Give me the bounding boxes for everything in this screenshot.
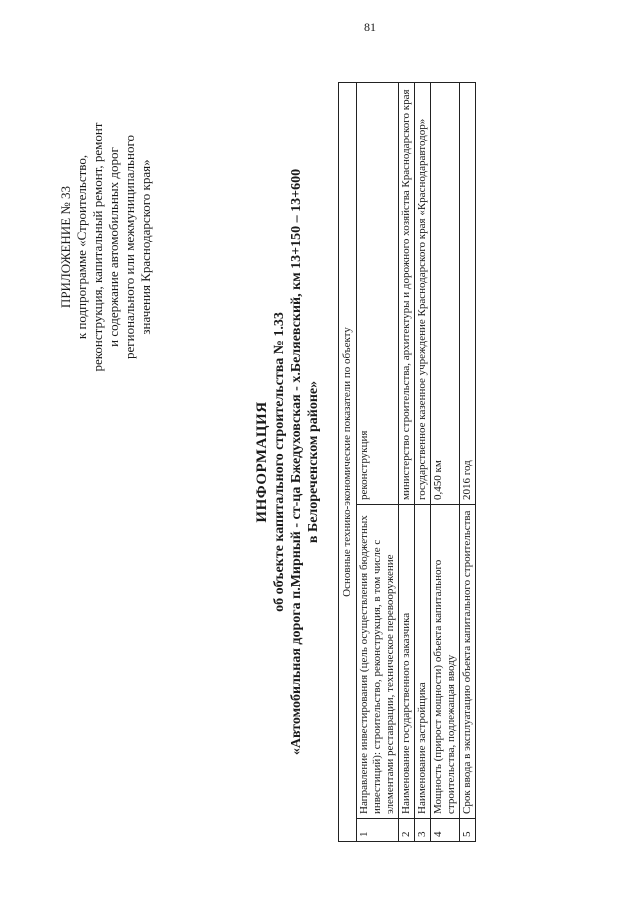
- appendix-block: [58, 82, 154, 412]
- appendix-line: ПРИЛОЖЕНИЕ № 33: [58, 185, 73, 309]
- row-label: Срок ввода в эксплуатацию объекта капитального строительства: [460, 505, 476, 819]
- row-label: Направление инвестирования (цель осуществления бюджетных инвестиций): строительство, реконструкция, в том числе с элементами реставрации, техническое перевооружение: [357, 505, 399, 819]
- title-object-name: «Автомобильная дорога п.Мирный - ст-ца Бжедуховская - х.Беляевский, км 13+150 – 13+600: [289, 168, 304, 756]
- row-value: реконструкция: [357, 83, 399, 505]
- row-label: Наименование застройщика: [415, 505, 431, 819]
- table-row: [415, 83, 431, 842]
- title-object-district: в Белореченском районе»: [306, 380, 321, 544]
- row-number: 5: [460, 819, 476, 842]
- row-value: 2016 год: [460, 83, 476, 505]
- table-row: [399, 83, 415, 842]
- appendix-line: регионального или межмуниципального: [122, 135, 137, 359]
- rotated-document-content: [50, 72, 610, 852]
- title-object-number: об объекте капитального строительства № 1.33: [272, 312, 287, 612]
- appendix-line: значения Краснодарского края»: [138, 159, 153, 335]
- row-number: 4: [431, 819, 460, 842]
- row-number: 3: [415, 819, 431, 842]
- page-number: 81: [364, 20, 376, 34]
- row-value: государственное казенное учреждение Краснодарского края «Краснодаравтодор»: [415, 83, 431, 505]
- appendix-line: реконструкция, капитальный ремонт, ремонт: [90, 122, 105, 372]
- table-row: [460, 83, 476, 842]
- appendix-line: и содержание автомобильных дорог: [106, 147, 121, 347]
- row-number: 1: [357, 819, 399, 842]
- table-header: Основные технико-экономические показатели по объекту: [339, 83, 357, 842]
- table-row: [431, 83, 460, 842]
- row-number: 2: [399, 819, 415, 842]
- title-heading: ИНФОРМАЦИЯ: [254, 401, 270, 523]
- row-value: 0,450 км: [431, 83, 460, 505]
- table-header-row: [339, 83, 357, 842]
- row-label: Наименование государственного заказчика: [399, 505, 415, 819]
- row-label: Мощность (прирост мощности) объекта капитального строительства, подлежащая вводу: [431, 505, 460, 819]
- document-title: [254, 72, 322, 852]
- indicators-table: [338, 82, 476, 842]
- row-value: министерство строительства, архитектуры и дорожного хозяйства Краснодарского края: [399, 83, 415, 505]
- appendix-line: к подпрограмме «Строительство,: [74, 154, 89, 340]
- table-row: [357, 83, 399, 842]
